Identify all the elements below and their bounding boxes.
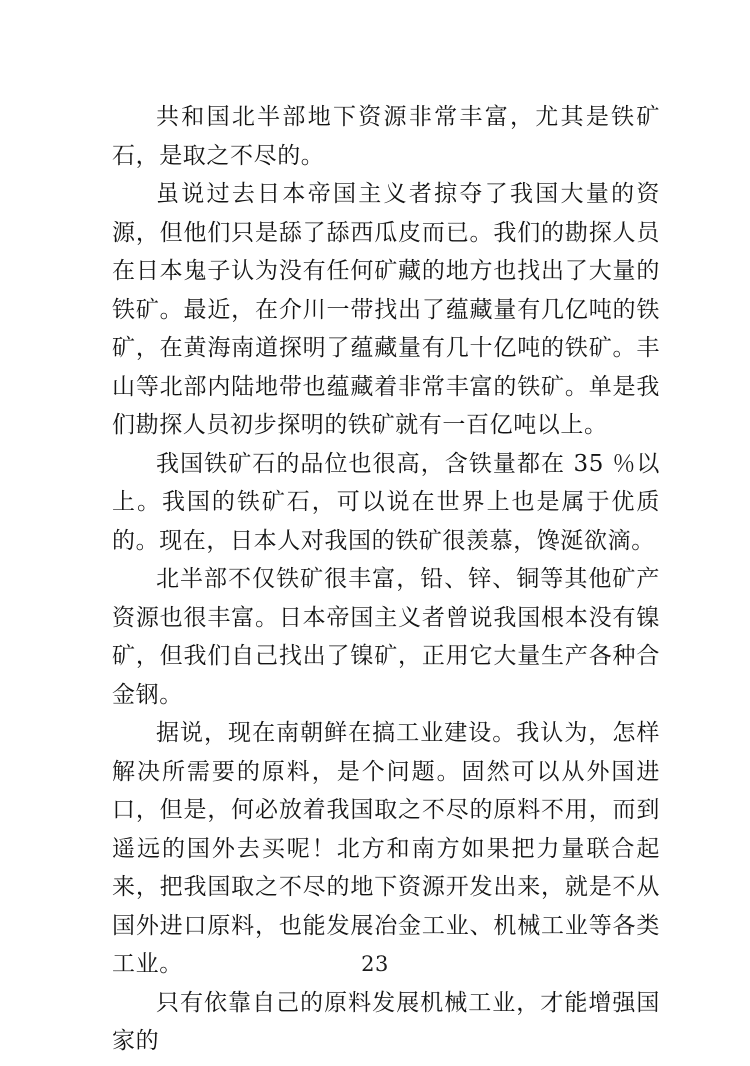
paragraph-6: 只有依靠自己的原料发展机械工业，才能增强国家的 <box>112 989 660 1054</box>
paragraph-1: 共和国北半部地下资源非常丰富，尤其是铁矿石，是取之不尽的。 <box>112 104 660 169</box>
paragraph-4: 北半部不仅铁矿很丰富，铅、锌、铜等其他矿产资源也很丰富。日本帝国主义者曾说我国根本没有镍矿，但我们自己找出了镍矿，正用它大量生产各种合金钢。 <box>112 566 660 708</box>
paragraph-2: 虽说过去日本帝国主义者掠夺了我国大量的资源，但他们只是舔了舔西瓜皮而已。我们的勘探人员在日本鬼子认为没有任何矿藏的地方也找出了大量的铁矿。最近，在介川一带找出了蕴藏量有几亿吨的铁矿，在黄海南道探明了蕴藏量有几十亿吨的铁矿。丰山等北部内陆地带也蕴藏着非常丰富的铁矿。单是我们勘探人员初步探明的铁矿就有一百亿吨以上。 <box>112 181 660 438</box>
body-text <box>112 98 660 1061</box>
paragraph-5: 据说，现在南朝鲜在搞工业建设。我认为，怎样解决所需要的原料，是个问题。固然可以从外国进口，但是，何必放着我国取之不尽的原料不用，而到遥远的国外去买呢！北方和南方如果把力量联合起来，把我国取之不尽的地下资源开发出来，就是不从国外进口原料，也能发展冶金工业、机械工业等各类工业。 <box>112 720 660 977</box>
paragraph-3: 我国铁矿石的品位也很高，含铁量都在 35 ％以上。我国的铁矿石，可以说在世界上也是属于优质的。现在，日本人对我国的铁矿很羡慕，馋涎欲滴。 <box>112 450 660 554</box>
page-number: 23 <box>361 952 389 976</box>
